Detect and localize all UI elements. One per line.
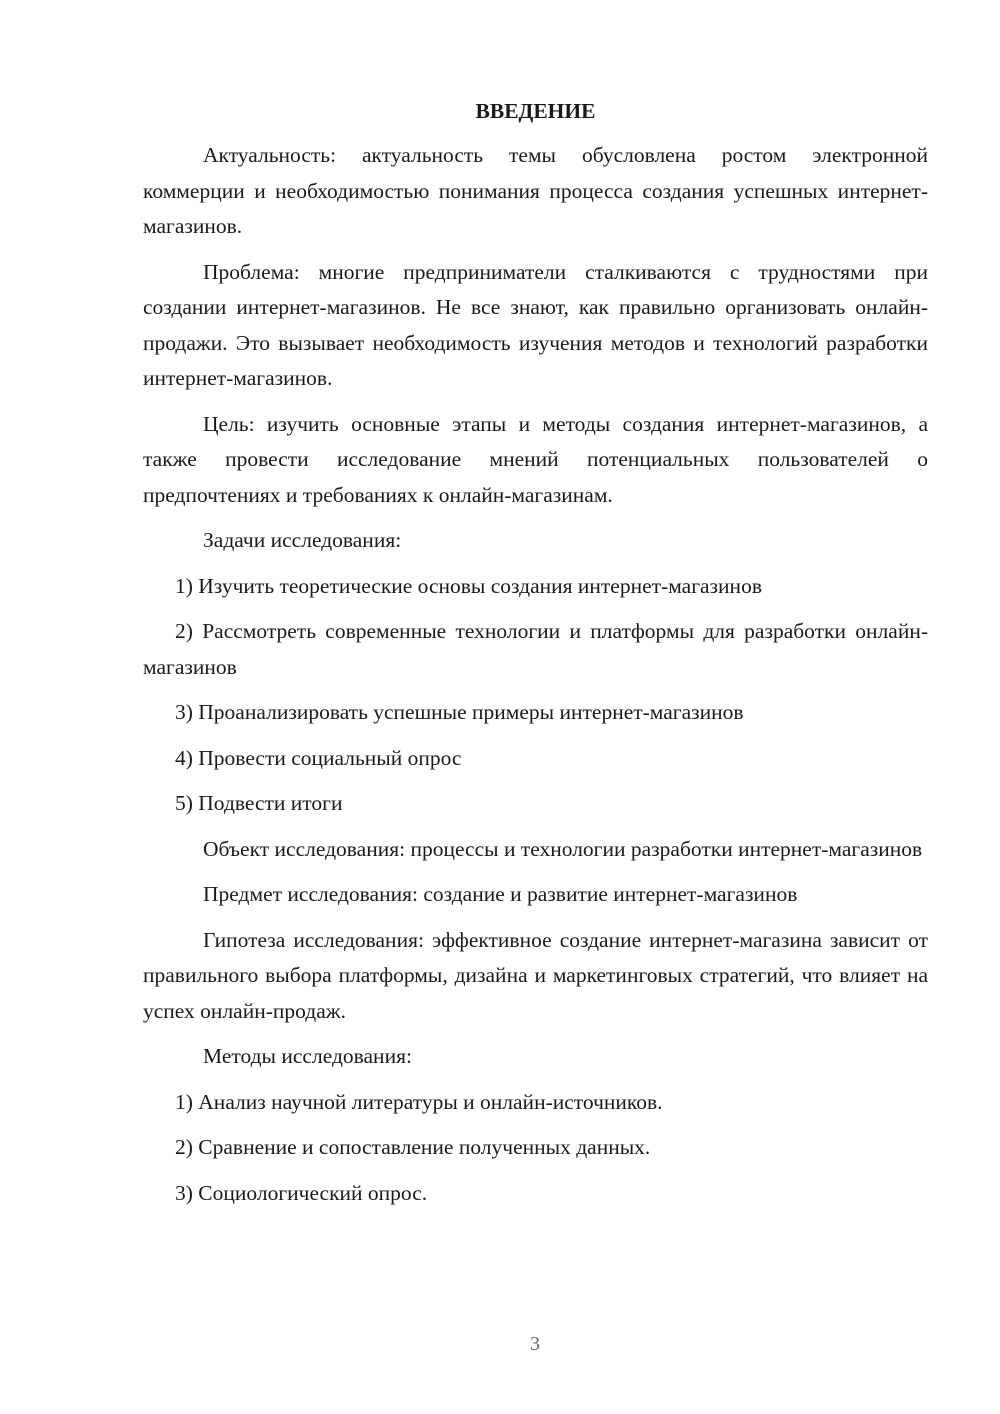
method-item-3: 3) Социологический опрос. [175, 1180, 428, 1205]
document-page [143, 96, 928, 1221]
object-paragraph: Объект исследования: процессы и технологии разработки интернет-магазинов [203, 836, 923, 861]
task-item-5: 5) Подвести итоги [175, 791, 343, 815]
method-item-2: 2) Сравнение и сопоставление полученных данных. [175, 1135, 651, 1159]
task-item-2: 2) Рассмотреть современные технологии и платформы для разработки онлайн-магазинов [143, 619, 928, 679]
subject-paragraph: Предмет исследования: создание и развитие интернет-магазинов [203, 882, 798, 906]
problem-paragraph: Проблема: многие предприниматели сталкиваются с трудностями при создании интернет-магазинов. Не все знают, как правильно организовать онлайн-продажи. Это вызывает необходимость изучения методов и технологий разработки интернет-магазинов. [143, 259, 928, 390]
methods-heading: Методы исследования: [203, 1044, 412, 1068]
page-number: 3 [530, 1333, 540, 1355]
task-item-1: 1) Изучить теоретические основы создания интернет-магазинов [175, 573, 762, 598]
task-item-4: 4) Провести социальный опрос [175, 745, 462, 770]
tasks-heading: Задачи исследования: [203, 528, 402, 552]
method-item-1: 1) Анализ научной литературы и онлайн-источников. [175, 1089, 663, 1114]
relevance-paragraph: Актуальность: актуальность темы обусловлена ростом электронной коммерции и необходимостью понимания процесса создания успешных интернет-магазинов. [143, 143, 928, 238]
document-title: ВВЕДЕНИЕ [475, 99, 596, 123]
task-item-3: 3) Проанализировать успешные примеры интернет-магазинов [175, 700, 744, 724]
goal-paragraph: Цель: изучить основные этапы и методы создания интернет-магазинов, а также провести исследование мнений потенциальных пользователей о предпочтениях и требованиях к онлайн-магазинам. [143, 411, 928, 507]
hypothesis-paragraph: Гипотеза исследования: эффективное создание интернет-магазина зависит от правильного выбора платформы, дизайна и маркетинговых стратегий, что влияет на успех онлайн-продаж. [143, 927, 928, 1023]
